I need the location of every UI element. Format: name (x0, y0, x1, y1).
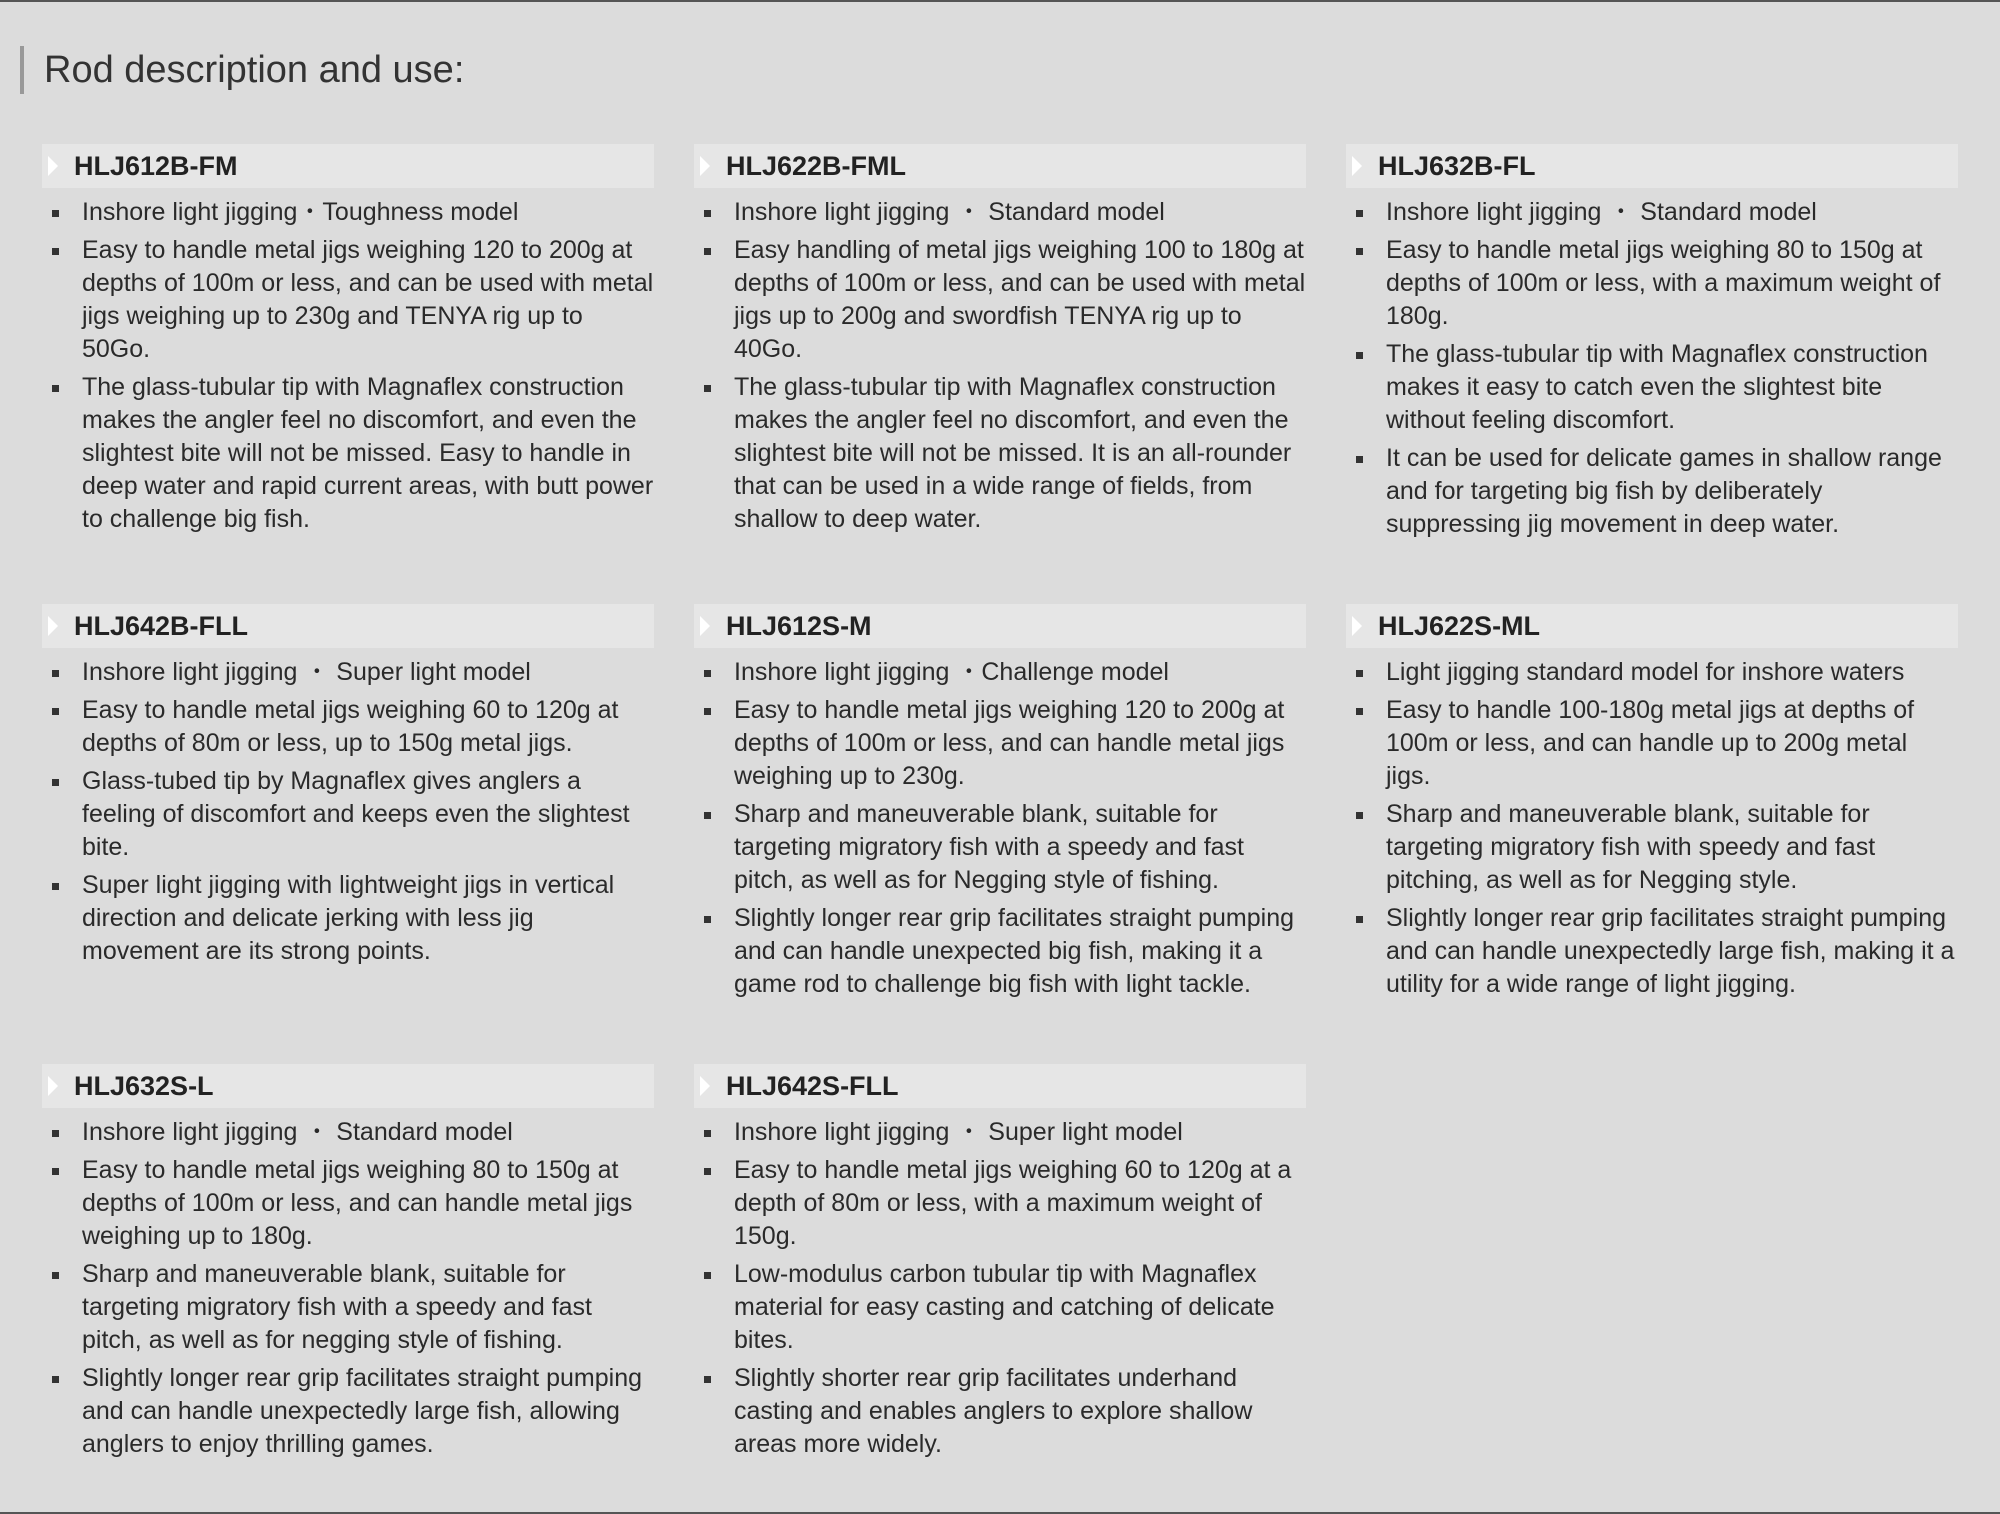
rod-model-header (42, 604, 654, 648)
square-bullet-icon (1356, 248, 1363, 255)
feature-list-item (42, 371, 654, 536)
feature-text: Sharp and maneuverable blank, suitable for targeting migratory fish with a speedy and fast pitch, as well as for Negging style of fishing. (734, 800, 1244, 894)
square-bullet-icon (1356, 916, 1363, 923)
feature-list-item (42, 234, 654, 366)
feature-text: Inshore light jigging ・Challenge model (734, 658, 1169, 686)
feature-text: Easy to handle metal jigs weighing 120 to 200g at depths of 100m or less, and can handle metal jigs weighing up to 230g. (734, 696, 1285, 790)
feature-text: Slightly longer rear grip facilitates straight pumping and can handle unexpectedly large fish, making it a utility for a wide range of light jigging. (1386, 904, 1955, 998)
rod-card (42, 144, 654, 604)
square-bullet-icon (52, 779, 59, 786)
rod-model-name: HLJ622B-FML (726, 150, 907, 181)
square-bullet-icon (52, 210, 59, 217)
feature-list-item (694, 1154, 1306, 1253)
feature-list-item (694, 234, 1306, 366)
feature-list (42, 1116, 654, 1461)
feature-list-item (42, 1116, 654, 1149)
square-bullet-icon (1356, 456, 1363, 463)
feature-list-item (1346, 694, 1958, 793)
feature-list-item (1346, 656, 1958, 689)
square-bullet-icon (704, 916, 711, 923)
feature-list (42, 196, 654, 536)
square-bullet-icon (704, 1376, 711, 1383)
feature-list-item (1346, 196, 1958, 229)
triangle-right-icon (700, 616, 710, 636)
rod-card (1346, 144, 1958, 604)
square-bullet-icon (704, 1130, 711, 1137)
feature-list (1346, 656, 1958, 1001)
triangle-right-icon (1352, 616, 1362, 636)
feature-text: Easy to handle 100-180g metal jigs at depths of 100m or less, and can handle up to 200g metal jigs. (1386, 696, 1915, 790)
rod-card (42, 604, 654, 1064)
feature-list-item (1346, 902, 1958, 1001)
feature-list-item (42, 694, 654, 760)
rod-model-name: HLJ612B-FM (74, 150, 238, 181)
feature-list-item (1346, 234, 1958, 333)
feature-text: Inshore light jigging ・ Standard model (1386, 198, 1817, 226)
feature-list-item (694, 1116, 1306, 1149)
feature-text: Inshore light jigging ・ Super light model (734, 1118, 1183, 1146)
square-bullet-icon (52, 385, 59, 392)
feature-list (694, 196, 1306, 536)
feature-text: Slightly longer rear grip facilitates straight pumping and can handle unexpectedly large fish, allowing anglers to enjoy thrilling games. (82, 1364, 642, 1458)
feature-text: The glass-tubular tip with Magnaflex construction makes the angler feel no discomfort, and even the slightest bite will not be missed. Easy to handle in deep water and rapid current areas, with butt power to challenge big fish. (82, 373, 654, 533)
feature-list-item (1346, 798, 1958, 897)
square-bullet-icon (704, 1272, 711, 1279)
triangle-right-icon (48, 1076, 58, 1096)
square-bullet-icon (1356, 812, 1363, 819)
feature-list-item (694, 902, 1306, 1001)
rod-card (694, 144, 1306, 604)
triangle-right-icon (48, 616, 58, 636)
feature-list-item (1346, 442, 1958, 541)
feature-text: Easy to handle metal jigs weighing 60 to 120g at a depth of 80m or less, with a maximum weight of 150g. (734, 1156, 1292, 1250)
feature-list (694, 656, 1306, 1001)
rod-model-header (694, 144, 1306, 188)
square-bullet-icon (1356, 670, 1363, 677)
rod-card (694, 1064, 1306, 1504)
feature-list-item (694, 694, 1306, 793)
feature-text: Easy to handle metal jigs weighing 120 to 200g at depths of 100m or less, and can be used with metal jigs weighing up to 230g and TENYA rig up to 50Go. (82, 236, 654, 363)
feature-text: Slightly shorter rear grip facilitates underhand casting and enables anglers to explore shallow areas more widely. (734, 1364, 1253, 1458)
feature-text: Glass-tubed tip by Magnaflex gives anglers a feeling of discomfort and keeps even the slightest bite. (82, 767, 630, 861)
rod-model-header (42, 144, 654, 188)
feature-list-item (42, 765, 654, 864)
feature-list-item (42, 1258, 654, 1357)
square-bullet-icon (704, 385, 711, 392)
square-bullet-icon (1356, 210, 1363, 217)
feature-list-item (1346, 338, 1958, 437)
feature-text: Inshore light jigging ・ Standard model (82, 1118, 513, 1146)
square-bullet-icon (1356, 708, 1363, 715)
rod-grid (42, 144, 1958, 1504)
feature-text: Slightly longer rear grip facilitates straight pumping and can handle unexpected big fish, making it a game rod to challenge big fish with light tackle. (734, 904, 1294, 998)
feature-text: Inshore light jigging・Toughness model (82, 198, 519, 226)
rod-model-name: HLJ642S-FLL (726, 1070, 899, 1101)
feature-list-item (42, 869, 654, 968)
triangle-right-icon (48, 156, 58, 176)
square-bullet-icon (52, 708, 59, 715)
feature-text: Sharp and maneuverable blank, suitable for targeting migratory fish with speedy and fast pitching, as well as for Negging style. (1386, 800, 1876, 894)
feature-list (42, 656, 654, 968)
square-bullet-icon (704, 248, 711, 255)
feature-text: Easy to handle metal jigs weighing 60 to 120g at depths of 80m or less, up to 150g metal jigs. (82, 696, 619, 757)
feature-list-item (694, 656, 1306, 689)
rod-card (1346, 604, 1958, 1064)
triangle-right-icon (700, 1076, 710, 1096)
feature-list-item (694, 196, 1306, 229)
feature-list-item (694, 798, 1306, 897)
square-bullet-icon (52, 1272, 59, 1279)
rod-model-header (42, 1064, 654, 1108)
rod-model-header (1346, 144, 1958, 188)
feature-text: Easy to handle metal jigs weighing 80 to 150g at depths of 100m or less, and can handle metal jigs weighing up to 180g. (82, 1156, 633, 1250)
square-bullet-icon (52, 248, 59, 255)
feature-list-item (42, 1362, 654, 1461)
rod-model-header (1346, 604, 1958, 648)
triangle-right-icon (700, 156, 710, 176)
square-bullet-icon (52, 1376, 59, 1383)
square-bullet-icon (1356, 352, 1363, 359)
feature-text: Sharp and maneuverable blank, suitable for targeting migratory fish with a speedy and fast pitch, as well as for negging style of fishing. (82, 1260, 592, 1354)
feature-list-item (42, 196, 654, 229)
feature-text: The glass-tubular tip with Magnaflex construction makes it easy to catch even the slightest bite without feeling discomfort. (1386, 340, 1928, 434)
feature-text: The glass-tubular tip with Magnaflex construction makes the angler feel no discomfort, and even the slightest bite will not be missed. It is an all-rounder that can be used in a wide range of fields, from shallow to deep water. (734, 373, 1292, 533)
feature-list (694, 1116, 1306, 1461)
feature-text: Super light jigging with lightweight jigs in vertical direction and delicate jerking with less jig movement are its strong points. (82, 871, 615, 965)
feature-text: Low-modulus carbon tubular tip with Magnaflex material for easy casting and catching of delicate bites. (734, 1260, 1275, 1354)
feature-list-item (42, 1154, 654, 1253)
feature-text: Light jigging standard model for inshore waters (1386, 658, 1905, 686)
feature-list-item (694, 1362, 1306, 1461)
feature-list-item (42, 656, 654, 689)
feature-text: Easy handling of metal jigs weighing 100 to 180g at depths of 100m or less, and can be used with metal jigs up to 200g and swordfish TENYA rig up to 40Go. (734, 236, 1306, 363)
triangle-right-icon (1352, 156, 1362, 176)
square-bullet-icon (52, 670, 59, 677)
square-bullet-icon (52, 1168, 59, 1175)
feature-text: Inshore light jigging ・ Super light model (82, 658, 531, 686)
rod-model-header (694, 604, 1306, 648)
rod-model-name: HLJ632S-L (74, 1070, 214, 1101)
feature-text: Inshore light jigging ・ Standard model (734, 198, 1165, 226)
square-bullet-icon (704, 210, 711, 217)
page-title: Rod description and use: (20, 46, 464, 94)
square-bullet-icon (52, 883, 59, 890)
square-bullet-icon (52, 1130, 59, 1137)
rod-card (42, 1064, 654, 1504)
square-bullet-icon (704, 812, 711, 819)
rod-model-name: HLJ612S-M (726, 610, 872, 641)
square-bullet-icon (704, 708, 711, 715)
feature-list-item (694, 371, 1306, 536)
rod-model-name: HLJ622S-ML (1378, 610, 1541, 641)
rod-model-header (694, 1064, 1306, 1108)
feature-text: Easy to handle metal jigs weighing 80 to 150g at depths of 100m or less, with a maximum weight of 180g. (1386, 236, 1941, 330)
rod-model-name: HLJ632B-FL (1378, 150, 1536, 181)
feature-text: It can be used for delicate games in shallow range and for targeting big fish by deliberately suppressing jig movement in deep water. (1386, 444, 1942, 538)
feature-list (1346, 196, 1958, 541)
square-bullet-icon (704, 1168, 711, 1175)
feature-list-item (694, 1258, 1306, 1357)
rod-card (694, 604, 1306, 1064)
square-bullet-icon (704, 670, 711, 677)
rod-model-name: HLJ642B-FLL (74, 610, 249, 641)
